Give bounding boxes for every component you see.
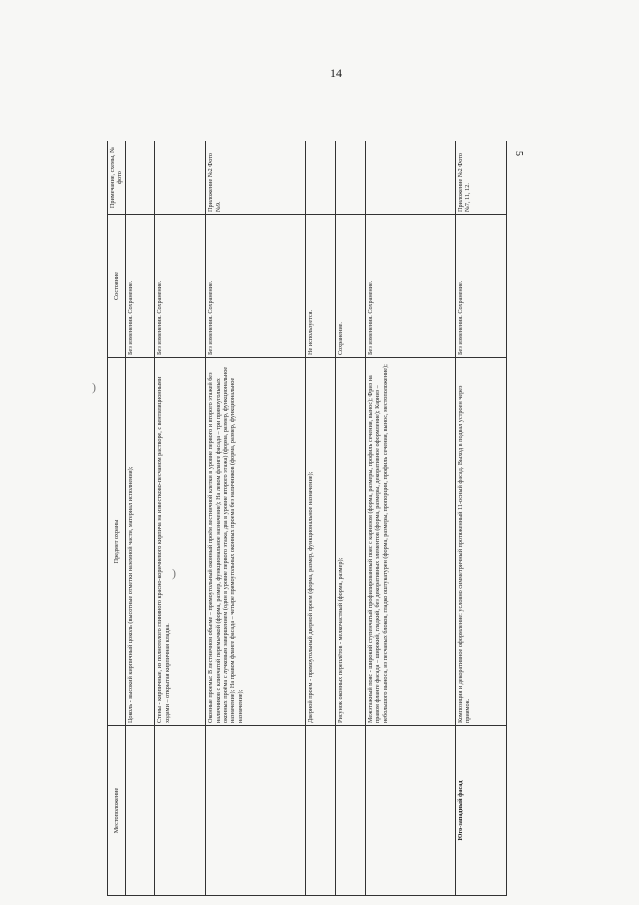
location-cell (206, 726, 306, 896)
subject-cell: Оконные проемы: В лестничном объеме – прямоугольный оконный проём лестничной клетки в уровне первого и второго этажей без наличников с клинчатой перемычкой (форма, размер, функциональное назначение); На левом фланге фасада – три прямоугольных оконных проёма с лучковым завершением (один в уровне первого этажа, два в уровне второго этажа) (форма, размер, функциональное назначение); На правом фланге фасада – четыре прямоугольных оконных проема без наличников (форма, размер, функциональное назначение); (206, 358, 306, 726)
state-cell: Не используется. (306, 215, 336, 358)
protection-table (107, 141, 507, 896)
note-cell (155, 141, 206, 215)
header-note: Примечание, схемы, № фото (108, 141, 126, 215)
state-cell: Без изменения. Сохранение. (125, 215, 155, 358)
header-location: Местоположение (108, 726, 126, 896)
state-cell: Без изменения. Сохранение. (456, 215, 507, 358)
header-state: Состояние (108, 215, 126, 358)
header-subject: Предмет охраны (108, 358, 126, 726)
table-row (306, 141, 336, 896)
location-cell (306, 726, 336, 896)
subject-cell: Композиция и декоративное оформление: условно симметричный протяженный 11-осный фасад. Выход в подвал устроен через приямок. (456, 358, 507, 726)
table-header-row (108, 141, 126, 896)
location-cell (155, 726, 206, 896)
subject-cell: Цоколь - высокий кирпичный цоколь (высотные отметки наземной части, материал исполнения); (125, 358, 155, 726)
table-row (336, 141, 366, 896)
location-cell (366, 726, 456, 896)
note-cell (306, 141, 336, 215)
subject-cell: Межэтажный пояс - широкий ступенчатый профилированный пояс с карнизом (форма, размеры, профиль сечения, вынос); Фриз на правом фланге фасада – широкий, гладкий, без декоративных элементов (форма, размеры, декоративное оформление); Карниз – небольшого выноса, из песчаных блоков, гладко оштукатурен (форма, размеры, пропорции, профиль сечения, вынос, местоположение); (366, 358, 456, 726)
note-cell (336, 141, 366, 215)
note-cell: Приложение №2 Фото №7, 11, 12. (456, 141, 507, 215)
note-cell (125, 141, 155, 215)
state-cell: Без изменения. Сохранение. (206, 215, 306, 358)
table-row (125, 141, 155, 896)
location-cell (336, 726, 366, 896)
subject-cell: Рисунок оконных переплётов - мелкочастный (форма, размер); (336, 358, 366, 726)
table-row (366, 141, 456, 896)
table-row (456, 141, 507, 896)
page-number: 14 (330, 66, 342, 80)
subject-cell: Дверной проем - прямоугольный дверной проем (форма, размер, функциональное назначение); (306, 358, 336, 726)
subject-cell: Стены - кирпичные, из полнотелого глиняного красно-коричневого кирпича на известково-песчаном растворе, с вентиляционными ходами – открытая кирпичная кладка. (155, 358, 206, 726)
side-page-mark: 5 (513, 151, 524, 156)
table-row (155, 141, 206, 896)
location-cell: Юго-западный фасад (456, 726, 507, 896)
state-cell: Сохранение. (336, 215, 366, 358)
state-cell: Без изменения. Сохранение. (155, 215, 206, 358)
state-cell: Без изменения. Сохранение. (366, 215, 456, 358)
note-cell: Приложение №2 Фото №9. (206, 141, 306, 215)
location-cell (125, 726, 155, 896)
margin-mark: ) (172, 566, 176, 580)
margin-mark: ) (92, 380, 96, 394)
note-cell (366, 141, 456, 215)
table-row (206, 141, 306, 896)
